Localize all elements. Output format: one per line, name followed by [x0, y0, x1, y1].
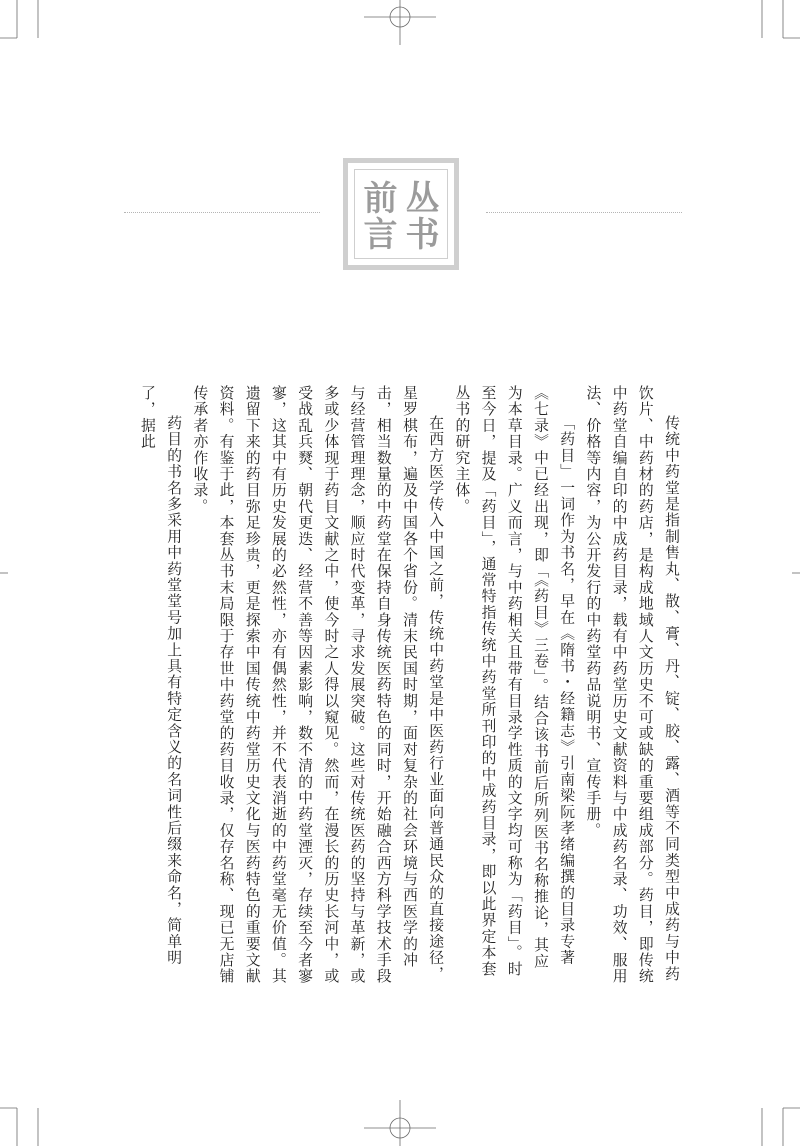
paragraph-2: 「药目」一词作为书名，早在《隋书・经籍志》引南梁阮孝绪编撰的目录专著《七录》中已经出现，即「《药目》三卷」。结合该书前后所列医书名称推论，其应为本草目录。广义而言，与中药相关且带有目录学性质的文字均可称为「药目」。时至今日，提及「药目」，通常特指传统中药堂所刊印的中成药目录，即以此界定本套丛书的研究主体。 [453, 385, 576, 977]
dotted-rule-left [124, 212, 320, 213]
title-frame [343, 158, 459, 270]
preface-body [120, 385, 684, 985]
paragraph-4: 药目的书名多采用中药堂堂号加上具有特定含义的名词性后缀来命名，简单明了，据此 [138, 385, 183, 966]
title-column-1: 丛书 [399, 180, 439, 252]
paragraph-3: 在西方医学传入中国之前，传统中药堂是中医药行业面向普通民众的直接途径，星罗棋布，遍及中国各个省份。清末民国时期，面对复杂的社会环境与西医学的冲击，相当数量的中药堂在保持自身传统医药特色的同时，开始融合西方科学技术手段与经营管理理念，顺应时代变革，寻求发展突破。这些对传统医药的坚持与革新，或多或少体现于药目文献之中，使今时之人得以窥见。然而，在漫长的历史长河中，或受战乱兵燹、朝代更迭、经营不善等因素影响，数不清的中药堂湮灭，存续至今者寥寥，这其中有历史发展的必然性，亦有偶然性，并不代表消逝的中药堂毫无价值。其遗留下来的药目弥足珍贵，更是探索中国传统中药堂历史文化与医药特色的重要文献资料。有鉴于此，本套丛书末局限于存世中药堂的药目收录，仅存名称、现已无店铺传承者亦作收录。 [191, 385, 445, 985]
paragraph-1: 传统中药堂是指制售丸、散、膏、丹、锭、胶、露、酒等不同类型中成药与中药饮片、中药材的药店，是构成地域人文历史不可或缺的重要组成部分。药目，即传统中药堂自编自印的中成药目录，载有中药堂历史文献资料与中成药名录、功效、服用法、价格等内容，为公开发行的中药堂药品说明书、宣传手册。 [584, 385, 680, 985]
dotted-rule-right [486, 212, 682, 213]
title-column-2: 前言 [357, 180, 397, 252]
